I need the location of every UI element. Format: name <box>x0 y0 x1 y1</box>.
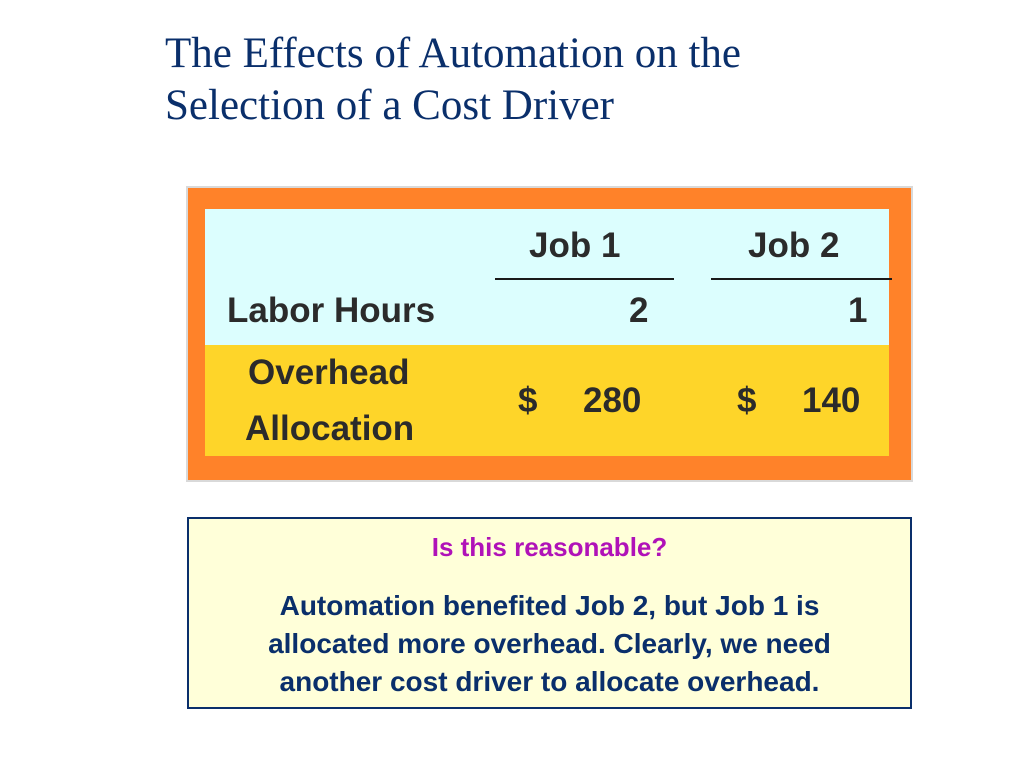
overhead-job-2-currency: $ <box>737 381 757 420</box>
callout-answer <box>189 587 910 701</box>
labor-hours-job-1: 2 <box>629 291 649 330</box>
slide-title <box>165 28 985 132</box>
callout-answer-line-1: Automation benefited Job 2, but Job 1 is <box>279 590 820 621</box>
overhead-job-2-value: 140 <box>802 381 861 420</box>
column-header-job-2: Job 2 <box>748 226 840 265</box>
row-label-labor-hours: Labor Hours <box>227 291 436 330</box>
callout-answer-line-2: allocated more overhead. Clearly, we need <box>268 628 831 659</box>
slide-title-line-2: Selection of a Cost Driver <box>165 82 615 129</box>
row-label-allocation: Allocation <box>245 409 415 448</box>
callout-question: Is this reasonable? <box>431 532 668 562</box>
overhead-job-1-currency: $ <box>518 381 538 420</box>
row-label-overhead: Overhead <box>248 353 410 392</box>
reasonableness-callout <box>187 517 912 709</box>
column-rule-job-2 <box>711 278 892 280</box>
cost-table <box>205 209 889 456</box>
callout-answer-line-3: another cost driver to allocate overhead. <box>279 666 820 697</box>
column-header-job-1: Job 1 <box>529 226 621 265</box>
slide-title-line-1: The Effects of Automation on the <box>165 30 741 77</box>
column-rule-job-1 <box>495 278 674 280</box>
overhead-job-1-value: 280 <box>583 381 642 420</box>
labor-hours-job-2: 1 <box>848 291 868 330</box>
